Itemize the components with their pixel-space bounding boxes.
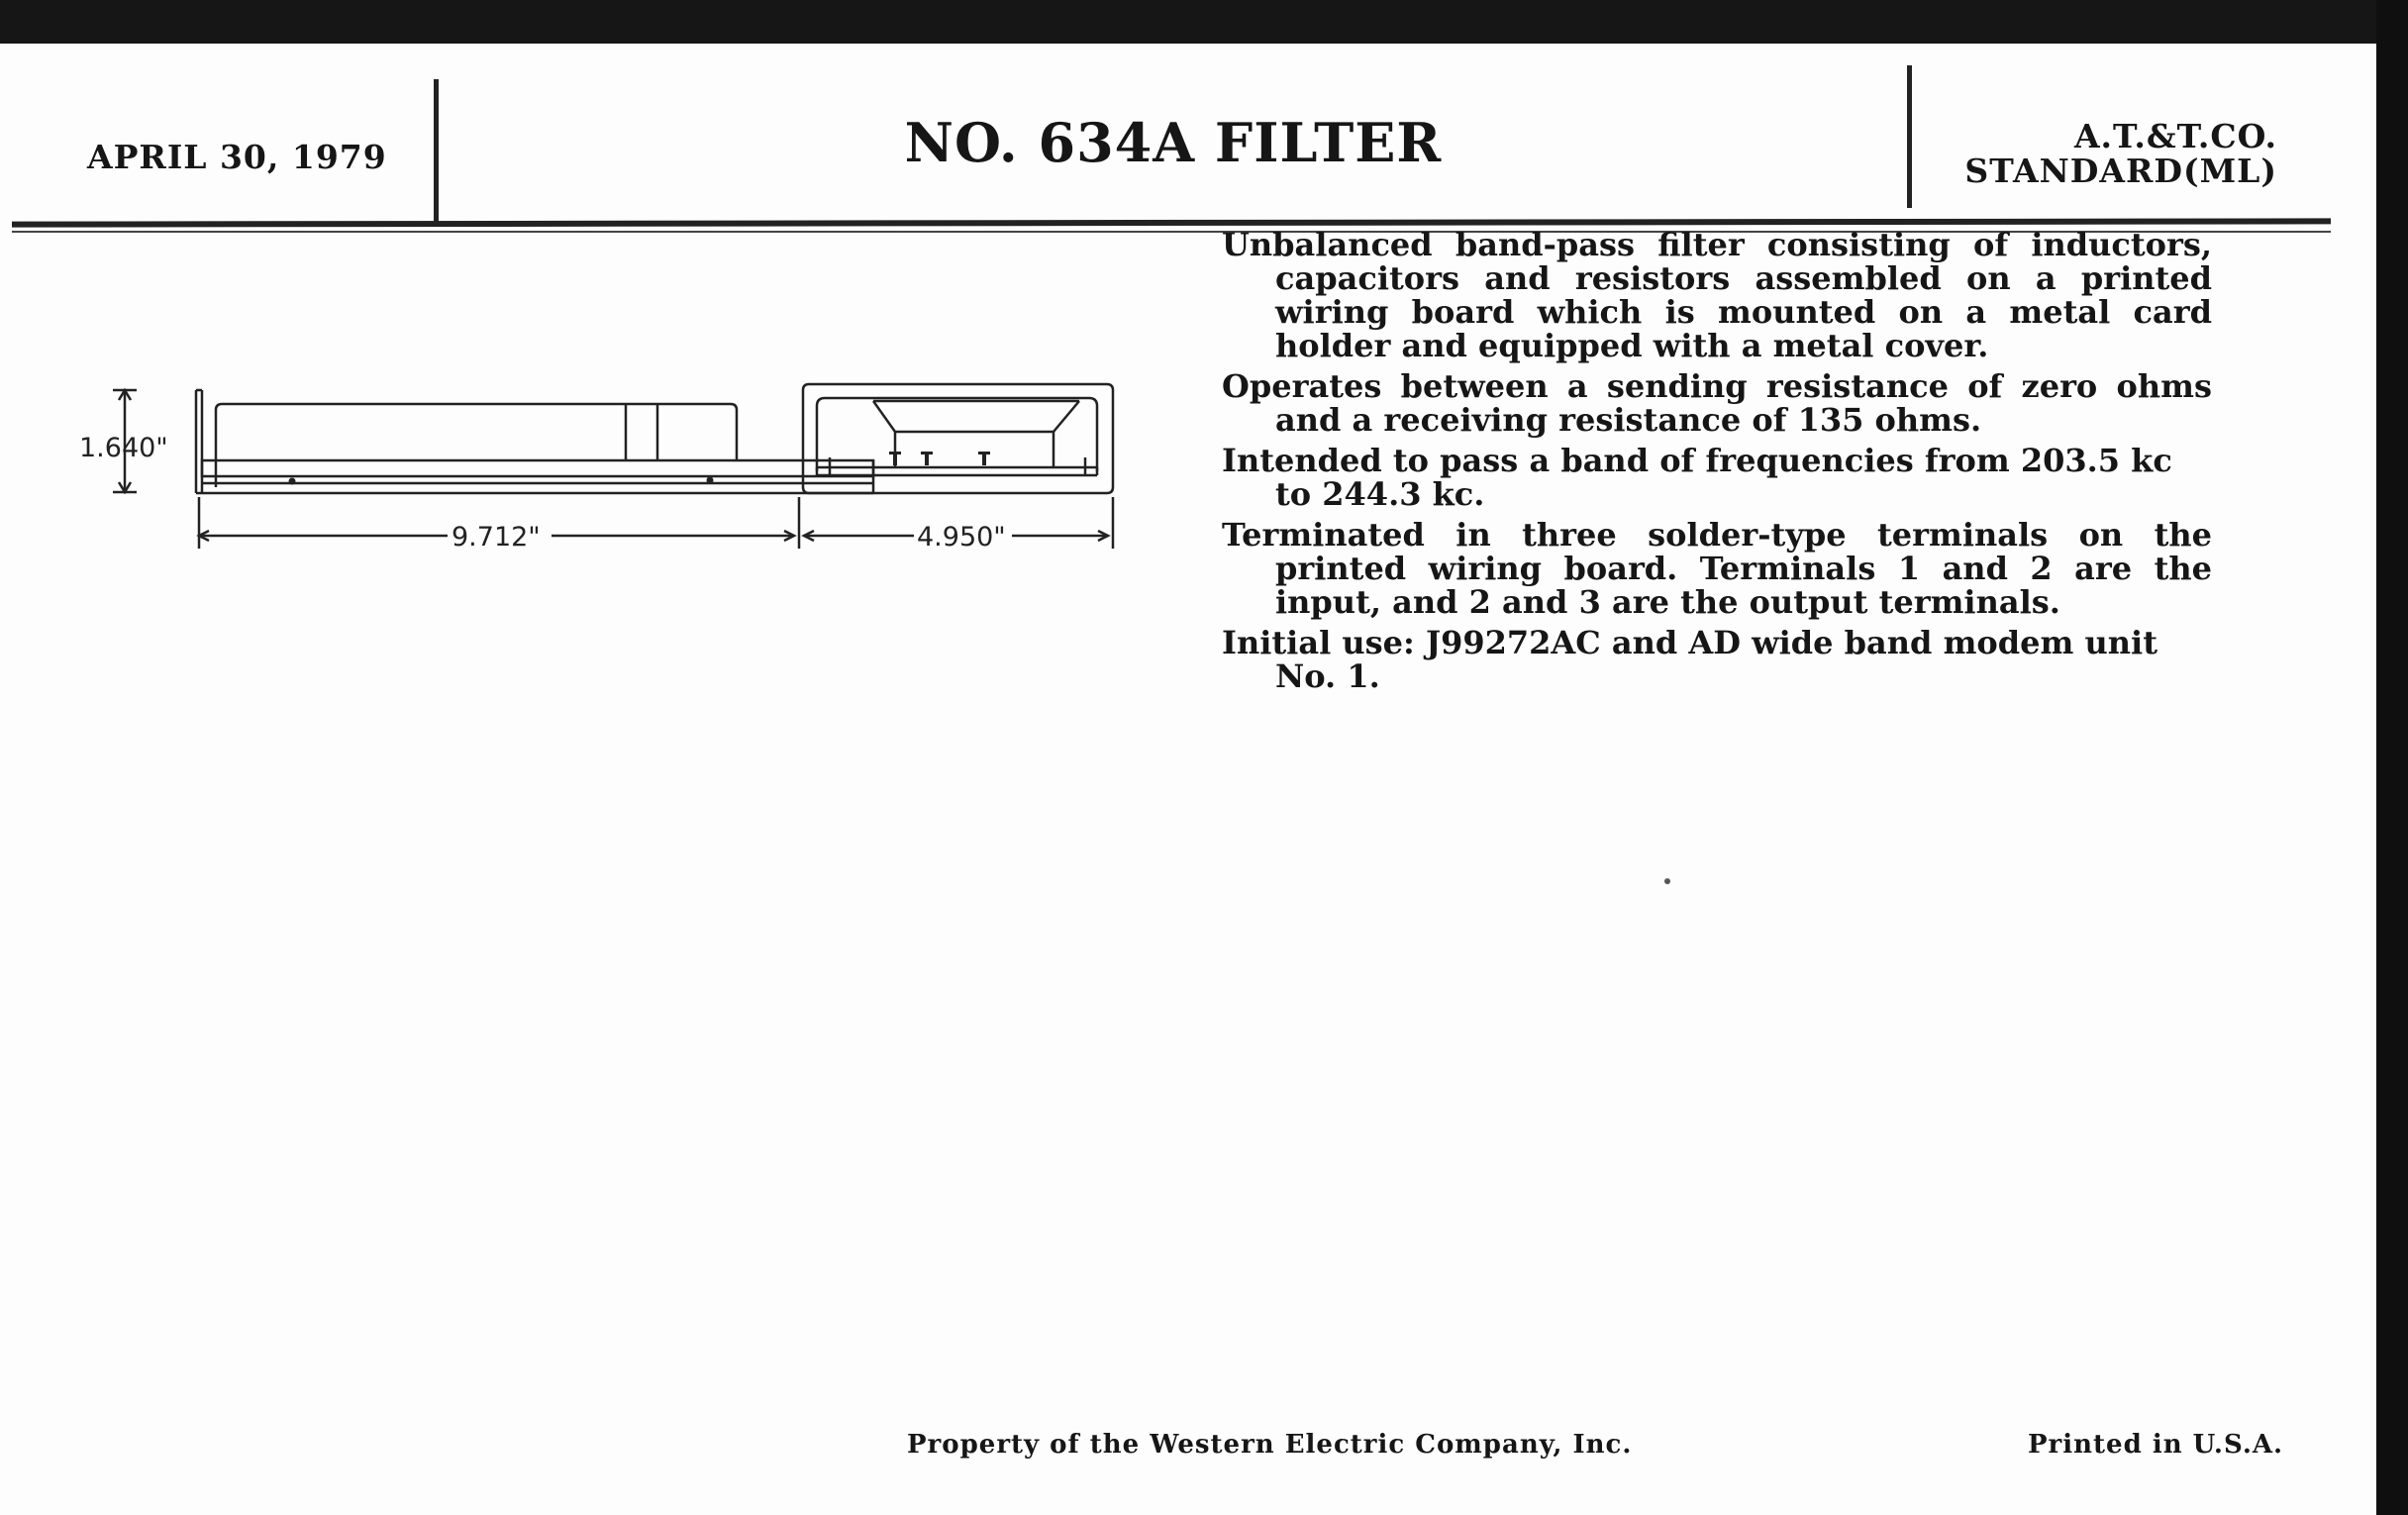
standard-class: STANDARD(ML): [1964, 152, 2277, 190]
description-paragraph: Unbalanced band-pass filter consisting of inductors, capacitors and resistors assembled on a printed wiring board which is mounted on a metal card holder and equipped with a metal cover.: [1222, 226, 2212, 364]
filter-description: [1222, 228, 2212, 700]
header-divider-right: [1907, 65, 1912, 208]
description-paragraph: Initial use: J99272AC and AD wide band modem unit No. 1.: [1222, 624, 2157, 695]
property-notice: Property of the Western Electric Company, Inc.: [907, 1430, 1633, 1460]
description-paragraph: Intended to pass a band of frequencies from 203.5 kc to 244.3 kc.: [1222, 442, 2172, 513]
spec-card: [0, 44, 2376, 1515]
filter-outline-drawing: [79, 341, 1129, 568]
description-paragraph: Operates between a sending resistance of zero ohms and a receiving resistance of 135 ohms.: [1222, 367, 2212, 439]
page-title: NO. 634A FILTER: [904, 111, 1443, 174]
scan-edge: [2376, 0, 2408, 1515]
width-dimension-label: 4.950": [917, 522, 1006, 553]
printed-in-notice: Printed in U.S.A.: [2028, 1430, 2284, 1460]
standard-label: [1921, 119, 2277, 188]
issue-date: APRIL 30, 1979: [87, 138, 387, 176]
description-paragraph: Terminated in three solder-type terminals on the printed wiring board. Terminals 1 and 2 are the input, and 2 and 3 are the output terminals.: [1222, 516, 2212, 621]
side-view: [196, 390, 873, 493]
length-dimension-label: 9.712": [452, 522, 541, 553]
height-dimension-label: 1.640": [79, 433, 168, 463]
paper-speck: [1664, 878, 1670, 884]
standard-org: A.T.&T.CO.: [2073, 117, 2277, 155]
